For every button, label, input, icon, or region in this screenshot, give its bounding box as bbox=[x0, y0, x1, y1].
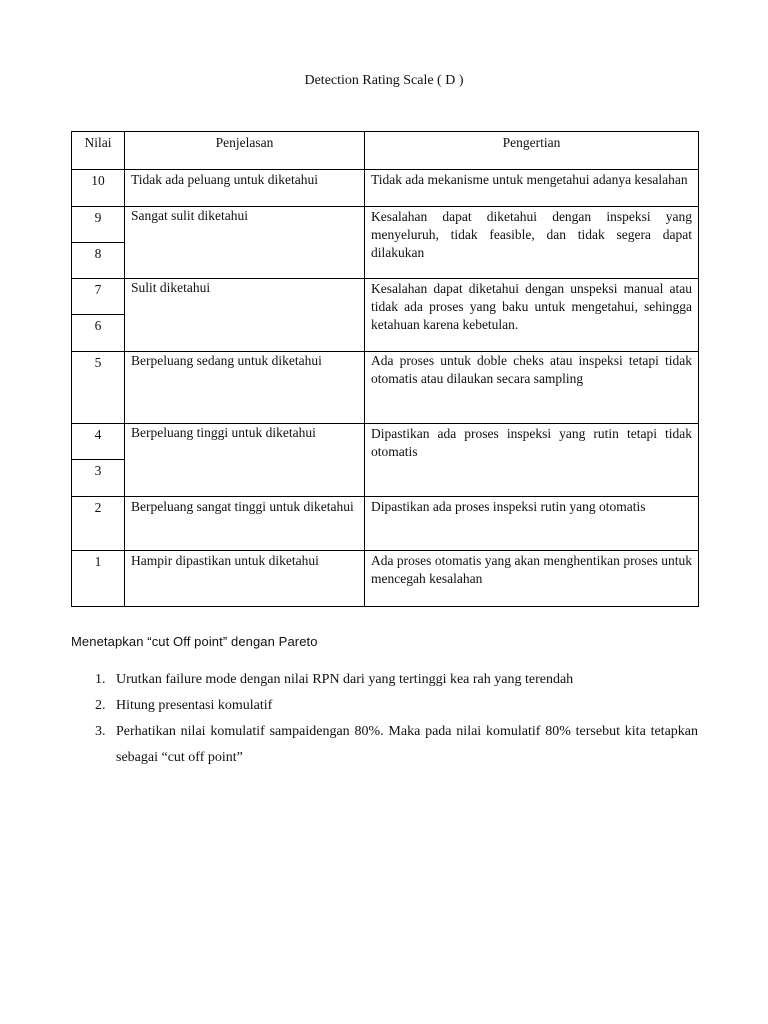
nilai-cell: 2 bbox=[72, 497, 125, 551]
nilai-cell: 1 bbox=[72, 551, 125, 607]
pengertian-cell: Ada proses otomatis yang akan menghentikan proses untuk mencegah kesalahan bbox=[365, 551, 699, 607]
penjelasan-cell: Hampir dipastikan untuk diketahui bbox=[125, 551, 365, 607]
nilai-cell: 10 bbox=[72, 170, 125, 207]
nilai-cell: 5 bbox=[72, 352, 125, 424]
penjelasan-cell: Sangat sulit diketahui bbox=[125, 207, 365, 279]
table-header-row bbox=[72, 132, 699, 170]
list-item bbox=[71, 693, 698, 719]
nilai-cell: 7 bbox=[72, 279, 125, 315]
list-number: 2. bbox=[95, 698, 106, 713]
steps-list bbox=[71, 667, 698, 771]
nilai-cell: 6 bbox=[72, 315, 125, 352]
nilai-cell: 4 bbox=[72, 424, 125, 460]
table-row bbox=[72, 551, 699, 607]
list-text: Perhatikan nilai komulatif sampaidengan 80%. Maka pada nilai komulatif 80% tersebut kita tetapkan sebagai “cut off point” bbox=[116, 724, 698, 765]
section-subheading: Menetapkan “cut Off point” dengan Pareto bbox=[71, 634, 318, 649]
pengertian-cell: Dipastikan ada proses inspeksi rutin yang otomatis bbox=[365, 497, 699, 551]
table-row bbox=[72, 424, 699, 460]
header-penjelasan: Penjelasan bbox=[125, 132, 365, 170]
penjelasan-cell: Sulit diketahui bbox=[125, 279, 365, 352]
list-number: 1. bbox=[95, 672, 106, 687]
list-number: 3. bbox=[95, 724, 106, 739]
pengertian-cell: Ada proses untuk doble cheks atau inspeksi tetapi tidak otomatis atau dilaukan secara sampling bbox=[365, 352, 699, 424]
nilai-cell: 3 bbox=[72, 460, 125, 497]
list-item bbox=[71, 719, 698, 771]
table-row bbox=[72, 352, 699, 424]
header-nilai: Nilai bbox=[72, 132, 125, 170]
pengertian-cell: Kesalahan dapat diketahui dengan unspeksi manual atau tidak ada proses yang baku untuk mengetahui, sehingga ketahuan karena kebetulan. bbox=[365, 279, 699, 352]
header-pengertian: Pengertian bbox=[365, 132, 699, 170]
list-item bbox=[71, 667, 698, 693]
table-row bbox=[72, 170, 699, 207]
table-row bbox=[72, 207, 699, 243]
table-row bbox=[72, 497, 699, 551]
penjelasan-cell: Tidak ada peluang untuk diketahui bbox=[125, 170, 365, 207]
pengertian-cell: Kesalahan dapat diketahui dengan inspeksi yang menyeluruh, tidak feasible, dan tidak segera dapat dilakukan bbox=[365, 207, 699, 279]
list-text: Hitung presentasi komulatif bbox=[116, 698, 273, 713]
penjelasan-cell: Berpeluang sangat tinggi untuk diketahui bbox=[125, 497, 365, 551]
page-title: Detection Rating Scale ( D ) bbox=[304, 73, 464, 88]
pengertian-cell: Tidak ada mekanisme untuk mengetahui adanya kesalahan bbox=[365, 170, 699, 207]
table-row bbox=[72, 279, 699, 315]
nilai-cell: 9 bbox=[72, 207, 125, 243]
penjelasan-cell: Berpeluang tinggi untuk diketahui bbox=[125, 424, 365, 497]
nilai-cell: 8 bbox=[72, 243, 125, 279]
pengertian-cell: Dipastikan ada proses inspeksi yang rutin tetapi tidak otomatis bbox=[365, 424, 699, 497]
detection-rating-table bbox=[71, 131, 699, 607]
penjelasan-cell: Berpeluang sedang untuk diketahui bbox=[125, 352, 365, 424]
list-text: Urutkan failure mode dengan nilai RPN dari yang tertinggi kea rah yang terendah bbox=[116, 672, 574, 687]
